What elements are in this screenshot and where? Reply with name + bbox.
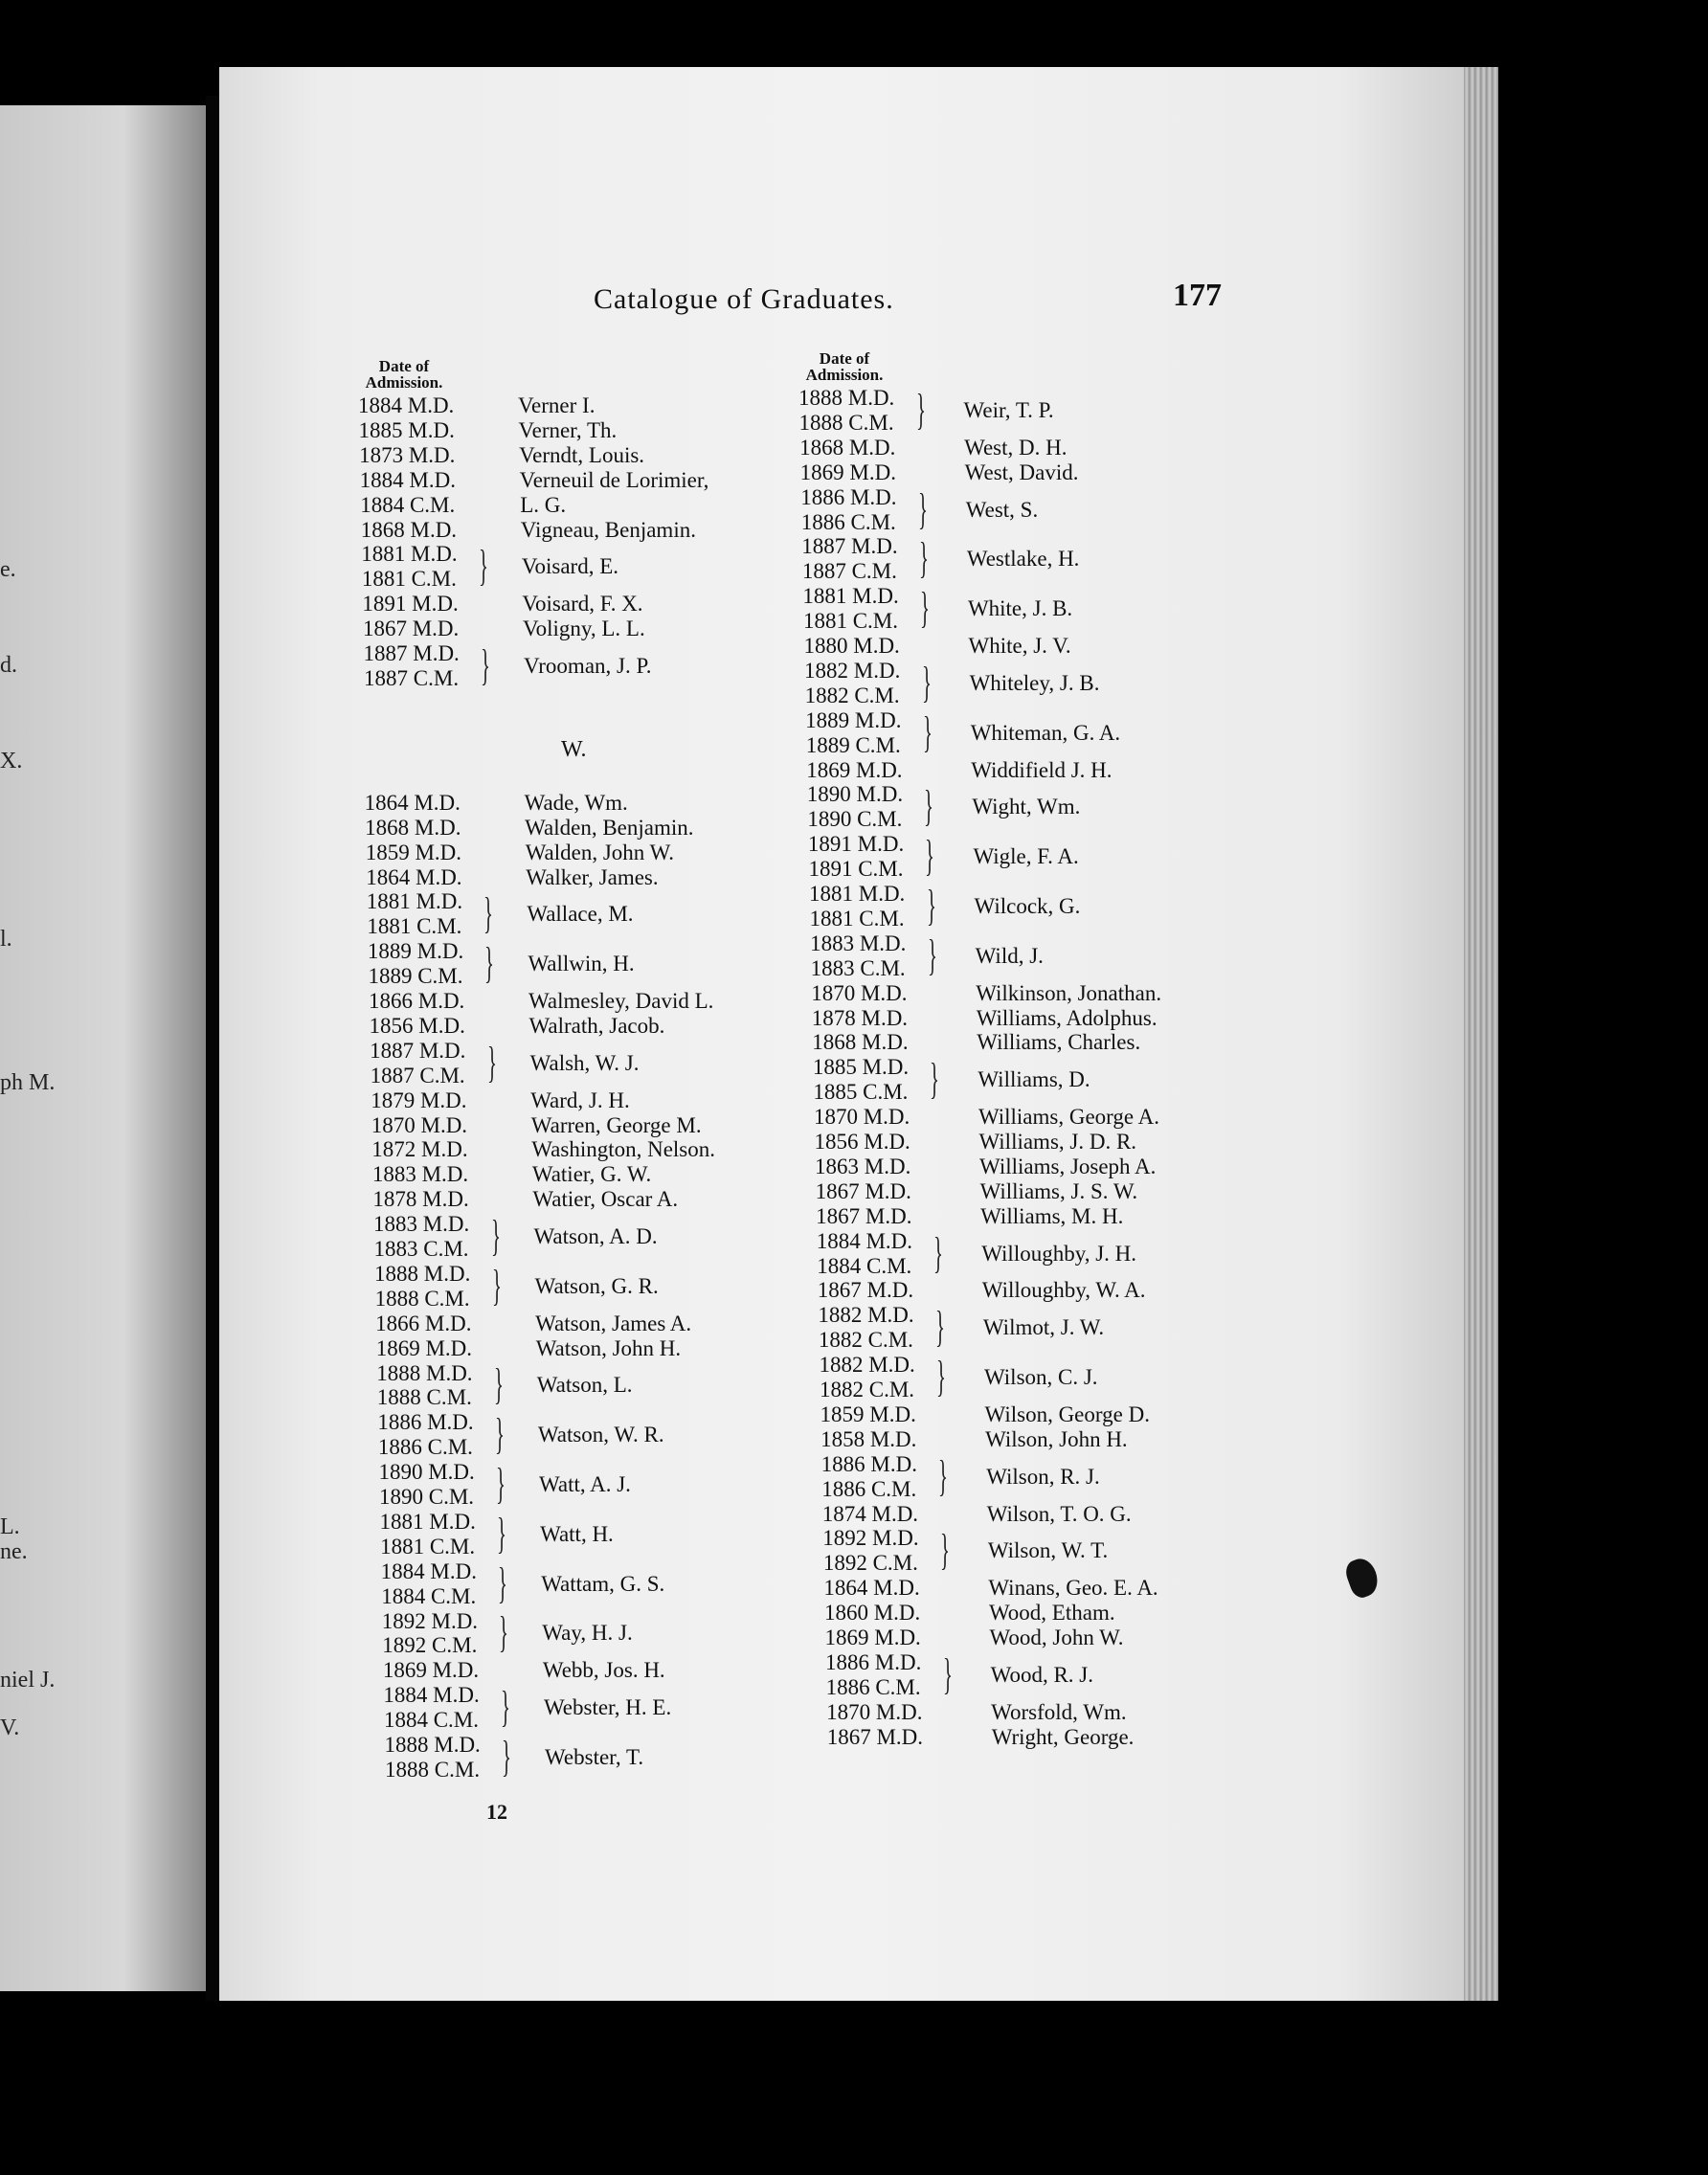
brace-icon: }	[925, 831, 935, 881]
graduate-name: Wilson, W. T.	[987, 1538, 1109, 1563]
admission-date: 1869 M.D.	[806, 757, 903, 782]
brace-icon: }	[483, 888, 494, 938]
graduate-name: Weir, T. P.	[963, 397, 1054, 422]
graduate-name: Wigle, F. A.	[973, 844, 1079, 869]
left-page-fragment: X.	[0, 749, 23, 774]
graduate-name: Wattam, G. S.	[541, 1571, 665, 1596]
left-page-fragment: l.	[0, 927, 12, 952]
section-letter: W.	[561, 737, 587, 762]
graduate-name: Wallwin, H.	[528, 952, 635, 976]
admission-date: 1867 M.D.	[817, 1278, 914, 1303]
brace-icon: }	[500, 1682, 510, 1732]
graduate-name: Wood, Etham.	[988, 1601, 1115, 1626]
graduate-name: Winans, Geo. E. A.	[988, 1576, 1158, 1601]
page-number: 177	[1173, 278, 1222, 313]
admission-date: 1873 M.D.	[359, 442, 456, 467]
graduate-name: Watier, Oscar A.	[532, 1187, 679, 1212]
graduate-name: Verner, Th.	[518, 417, 618, 442]
left-page-fragment: V.	[0, 1715, 20, 1740]
admission-date: 1886 C.M.	[821, 1476, 917, 1501]
admission-date: 1874 M.D.	[821, 1501, 919, 1526]
admission-date: 1870 M.D.	[826, 1699, 923, 1724]
graduate-name: Webb, Jos. H.	[542, 1658, 665, 1683]
admission-date: 1888 M.D.	[798, 386, 895, 410]
admission-date: 1864 M.D.	[823, 1576, 920, 1601]
admission-date: 1858 M.D.	[820, 1426, 917, 1451]
graduate-name: West, S.	[965, 497, 1039, 522]
admission-date: 1867 M.D.	[362, 617, 460, 641]
graduate-name: Widdifield J. H.	[971, 757, 1112, 782]
admission-date: 1881 C.M.	[361, 567, 457, 592]
graduate-name: Wilson, R. J.	[986, 1464, 1100, 1489]
left-page-fragment: e.	[0, 557, 16, 582]
brace-icon: }	[478, 541, 488, 591]
admission-date: 1882 M.D.	[819, 1353, 915, 1378]
admission-date: 1886 C.M.	[800, 509, 896, 534]
graduate-name: Watt, H.	[540, 1521, 614, 1546]
graduate-name: Willoughby, W. A.	[981, 1278, 1146, 1303]
graduate-name: Watier, G. W.	[531, 1162, 652, 1187]
graduate-name: Walden, John W.	[525, 840, 674, 864]
left-page-fragment: ph M.	[0, 1070, 56, 1095]
graduate-name: Wallace, M.	[527, 902, 634, 927]
brace-icon: }	[496, 1459, 506, 1508]
graduate-name: L. G.	[520, 492, 567, 517]
admission-date: 1881 M.D.	[802, 584, 899, 609]
admission-date: 1885 M.D.	[358, 417, 455, 442]
folio-number: 12	[486, 1800, 507, 1824]
graduate-name: Wilcock, G.	[974, 893, 1081, 918]
admission-date: 1882 C.M.	[804, 683, 900, 707]
left-page-fragment: ne.	[0, 1539, 28, 1564]
graduate-name: Williams, J. D. R.	[978, 1130, 1137, 1154]
admission-date: 1868 M.D.	[360, 517, 458, 542]
brace-icon: }	[915, 384, 926, 434]
admission-date: 1881 C.M.	[802, 609, 898, 634]
brace-icon: }	[919, 583, 930, 633]
left-page-fragment: niel J.	[0, 1668, 56, 1693]
admission-date: 1885 M.D.	[812, 1055, 910, 1080]
graduate-name: Worsfold, Wm.	[991, 1699, 1127, 1724]
graduate-name: Vigneau, Benjamin.	[520, 517, 696, 542]
graduate-name: Walker, James.	[526, 864, 659, 889]
admission-date: 1887 C.M.	[364, 665, 460, 690]
graduate-name: Westlake, H.	[966, 547, 1080, 572]
admission-date: 1882 C.M.	[818, 1328, 913, 1353]
brace-icon: }	[917, 483, 928, 533]
admission-date: 1881 C.M.	[809, 906, 905, 931]
brace-icon: }	[933, 1227, 944, 1277]
left-page-fragment: L.	[0, 1514, 20, 1539]
column-heading-line: Date of	[819, 349, 870, 368]
graduate-name: Watt, A. J.	[539, 1472, 631, 1496]
admission-date: 1888 M.D.	[384, 1733, 481, 1757]
admission-date: 1886 M.D.	[800, 484, 897, 509]
admission-date: 1882 M.D.	[804, 658, 901, 683]
admission-date: 1887 M.D.	[363, 641, 460, 665]
admission-date: 1889 C.M.	[368, 964, 463, 989]
column-heading-line: Date of	[378, 357, 430, 375]
brace-icon: }	[918, 533, 929, 583]
graduate-name: West, David.	[964, 460, 1079, 484]
admission-date: 1892 M.D.	[822, 1526, 919, 1551]
graduate-name: Williams, Adolphus.	[976, 1005, 1157, 1030]
graduate-name: Wilmot, J. W.	[982, 1315, 1105, 1340]
admission-date: 1888 C.M.	[374, 1286, 470, 1311]
brace-icon: }	[924, 781, 934, 831]
graduate-name: Wight, Wm.	[972, 795, 1081, 819]
graduate-name: Wilkinson, Jonathan.	[976, 980, 1162, 1005]
admission-date: 1884 M.D.	[383, 1683, 480, 1708]
graduate-name: Wild, J.	[975, 943, 1044, 968]
admission-date: 1879 M.D.	[371, 1088, 467, 1112]
brace-icon: }	[922, 706, 933, 756]
admission-date: 1883 C.M.	[373, 1237, 469, 1261]
admission-date: 1882 C.M.	[820, 1378, 915, 1401]
admission-date: 1892 C.M.	[382, 1633, 478, 1658]
graduate-name: Williams, M. H.	[980, 1203, 1124, 1228]
admission-date: 1888 M.D.	[374, 1261, 471, 1286]
brace-icon: }	[486, 1037, 497, 1087]
admission-date: 1891 M.D.	[807, 832, 905, 857]
page-edges	[1464, 67, 1498, 2001]
admission-date: 1890 C.M.	[807, 807, 903, 832]
brace-icon: }	[497, 1508, 507, 1558]
admission-date: 1891 C.M.	[808, 857, 904, 882]
graduate-name: Watson, W. R.	[537, 1423, 664, 1447]
brace-icon: }	[498, 1558, 508, 1607]
admission-date: 1891 M.D.	[362, 592, 459, 617]
admission-date: 1869 M.D.	[375, 1335, 472, 1360]
brace-icon: }	[926, 880, 936, 930]
admission-date: 1868 M.D.	[365, 815, 461, 840]
admission-date: 1869 M.D.	[799, 460, 896, 484]
brace-icon: }	[927, 930, 937, 979]
graduate-name: Wilson, C. J.	[984, 1365, 1098, 1389]
admission-date: 1870 M.D.	[371, 1112, 468, 1137]
graduate-name: Webster, T.	[545, 1744, 644, 1769]
admission-date: 1867 M.D.	[816, 1203, 912, 1228]
admission-date: 1868 M.D.	[812, 1030, 909, 1055]
brace-icon: }	[938, 1450, 949, 1500]
graduate-name: Way, H. J.	[542, 1621, 633, 1646]
admission-date: 1888 C.M.	[376, 1385, 472, 1410]
brace-icon: }	[493, 1359, 504, 1409]
admission-date: 1870 M.D.	[811, 980, 908, 1005]
graduate-name: Wade, Wm.	[524, 790, 628, 815]
brace-icon: }	[491, 1260, 502, 1310]
brace-icon: }	[934, 1302, 945, 1352]
graduate-name: Wright, George.	[991, 1724, 1135, 1749]
admission-date: 1892 M.D.	[381, 1608, 479, 1633]
admission-date: 1886 M.D.	[825, 1649, 922, 1674]
graduate-name: Willoughby, J. H.	[981, 1241, 1137, 1266]
graduate-name: Ward, J. H.	[530, 1088, 630, 1112]
brace-icon: }	[490, 1211, 501, 1260]
graduate-name: Watson, G. R.	[534, 1273, 659, 1298]
graduate-name: Watson, James A.	[535, 1311, 692, 1335]
brace-icon: }	[936, 1352, 946, 1401]
admission-date: 1887 C.M.	[801, 559, 897, 584]
admission-date: 1889 M.D.	[805, 707, 902, 732]
admission-date: 1884 M.D.	[816, 1228, 912, 1253]
admission-date: 1881 M.D.	[379, 1509, 476, 1534]
admission-date: 1884 M.D.	[380, 1558, 477, 1583]
brace-icon: }	[502, 1731, 511, 1781]
graduate-name: Wilson, George D.	[984, 1401, 1150, 1426]
graduate-name: Williams, George A.	[978, 1105, 1159, 1130]
admission-date: 1864 M.D.	[364, 790, 461, 815]
admission-date: 1888 C.M.	[798, 410, 894, 435]
graduate-name: Voisard, E.	[521, 554, 618, 579]
admission-date: 1883 M.D.	[372, 1212, 470, 1237]
graduate-name: Voisard, F. X.	[522, 592, 643, 617]
admission-date: 1884 C.M.	[383, 1708, 479, 1733]
column-heading-line: Admission.	[365, 373, 443, 392]
graduate-name: Walden, Benjamin.	[525, 815, 694, 840]
graduate-name: White, J. V.	[968, 634, 1071, 658]
graduate-name: Voligny, L. L.	[522, 617, 645, 641]
admission-date: 1885 C.M.	[813, 1080, 909, 1105]
admission-date: 1881 C.M.	[380, 1534, 476, 1558]
admission-date: 1867 M.D.	[826, 1724, 923, 1749]
admission-date: 1878 M.D.	[811, 1005, 909, 1030]
graduate-name: Watson, John H.	[535, 1335, 682, 1360]
left-page	[0, 105, 206, 1991]
graduate-name: White, J. B.	[967, 596, 1073, 621]
admission-date: 1878 M.D.	[372, 1187, 469, 1212]
graduate-name: Washington, Nelson.	[531, 1137, 716, 1162]
graduate-name: Walrath, Jacob.	[528, 1013, 665, 1038]
admission-date: 1884 M.D.	[359, 467, 456, 492]
admission-date: 1886 C.M.	[825, 1674, 921, 1699]
admission-date: 1868 M.D.	[799, 435, 896, 460]
brace-icon: }	[481, 639, 490, 689]
admission-date: 1887 M.D.	[801, 534, 898, 559]
admission-date: 1881 M.D.	[361, 542, 458, 567]
admission-date: 1856 M.D.	[814, 1130, 910, 1154]
admission-date: 1860 M.D.	[823, 1601, 921, 1626]
book-gutter	[206, 96, 219, 2001]
graduate-name: Whiteley, J. B.	[969, 670, 1100, 695]
column-heading-line: Admission.	[805, 366, 884, 384]
admission-date: 1869 M.D.	[382, 1658, 480, 1683]
graduate-name: Williams, Joseph A.	[979, 1154, 1157, 1178]
graduate-name: Williams, J. S. W.	[979, 1178, 1138, 1203]
admission-date: 1869 M.D.	[824, 1626, 921, 1649]
admission-date: 1886 C.M.	[377, 1435, 473, 1460]
admission-date: 1867 M.D.	[815, 1178, 911, 1203]
graduate-name: Wood, John W.	[989, 1626, 1124, 1649]
admission-date: 1887 C.M.	[370, 1063, 465, 1088]
graduate-name: Williams, Charles.	[977, 1030, 1141, 1055]
admission-date: 1886 M.D.	[820, 1451, 917, 1476]
admission-date: 1866 M.D.	[369, 989, 465, 1013]
left-page-fragment: d.	[0, 653, 17, 678]
admission-date: 1864 M.D.	[366, 864, 462, 889]
graduate-name: Walmesley, David L.	[528, 989, 714, 1013]
brace-icon: }	[939, 1525, 950, 1575]
admission-date: 1890 C.M.	[379, 1485, 475, 1509]
graduate-name: Whiteman, G. A.	[970, 720, 1121, 745]
graduate-name: Williams, D.	[978, 1067, 1090, 1092]
brace-icon: }	[930, 1054, 940, 1104]
brace-icon: }	[484, 938, 495, 988]
brace-icon: }	[921, 657, 932, 706]
admission-date: 1888 M.D.	[376, 1360, 473, 1385]
admission-date: 1889 C.M.	[805, 732, 901, 757]
admission-date: 1882 M.D.	[818, 1303, 914, 1328]
brace-icon: }	[494, 1409, 505, 1459]
admission-date: 1863 M.D.	[815, 1154, 911, 1178]
left-column-heading	[356, 358, 452, 391]
admission-date: 1883 C.M.	[810, 955, 906, 980]
admission-date: 1872 M.D.	[371, 1137, 468, 1162]
graduate-name: Watson, L.	[536, 1373, 633, 1398]
graduate-name: Wilson, John H.	[985, 1426, 1128, 1451]
admission-date: 1859 M.D.	[820, 1401, 916, 1426]
admission-date: 1881 C.M.	[367, 914, 462, 939]
admission-date: 1881 M.D.	[809, 882, 906, 906]
graduate-name: Verndt, Louis.	[519, 442, 645, 467]
admission-date: 1883 M.D.	[810, 931, 907, 955]
right-column-heading	[797, 350, 892, 383]
graduate-name: Walsh, W. J.	[529, 1050, 640, 1075]
admission-date: 1856 M.D.	[369, 1013, 465, 1038]
admission-date: 1890 M.D.	[806, 782, 904, 807]
admission-date: 1859 M.D.	[365, 840, 461, 864]
admission-date: 1887 M.D.	[370, 1038, 466, 1063]
graduate-name: Wilson, T. O. G.	[986, 1501, 1132, 1526]
graduate-name: Verneuil de Lorimier,	[519, 467, 709, 492]
admission-date: 1884 C.M.	[817, 1253, 912, 1278]
graduate-name: Watson, A. D.	[533, 1224, 658, 1248]
admission-date: 1881 M.D.	[366, 889, 463, 914]
admission-date: 1886 M.D.	[377, 1410, 474, 1435]
graduate-name: Webster, H. E.	[543, 1695, 672, 1720]
graduate-name: Vrooman, J. P.	[524, 653, 652, 678]
admission-date: 1890 M.D.	[378, 1460, 475, 1485]
admission-date: 1866 M.D.	[375, 1311, 472, 1335]
graduate-name: Verner I.	[518, 393, 596, 417]
graduate-name: Wood, R. J.	[990, 1662, 1094, 1687]
page-title: Catalogue of Graduates.	[594, 283, 894, 315]
admission-date: 1880 M.D.	[803, 634, 900, 658]
brace-icon: }	[942, 1648, 953, 1698]
graduate-name: Warren, George M.	[530, 1112, 702, 1137]
admission-date: 1870 M.D.	[813, 1105, 910, 1130]
brace-icon: }	[499, 1607, 509, 1657]
admission-date: 1888 C.M.	[385, 1757, 481, 1782]
admission-date: 1889 M.D.	[367, 939, 464, 964]
admission-date: 1884 M.D.	[358, 393, 455, 417]
graduate-name: West, D. H.	[964, 435, 1068, 460]
admission-date: 1883 M.D.	[371, 1162, 469, 1187]
admission-date: 1892 C.M.	[822, 1551, 918, 1576]
admission-date: 1884 C.M.	[381, 1583, 477, 1608]
admission-date: 1884 C.M.	[360, 492, 456, 517]
